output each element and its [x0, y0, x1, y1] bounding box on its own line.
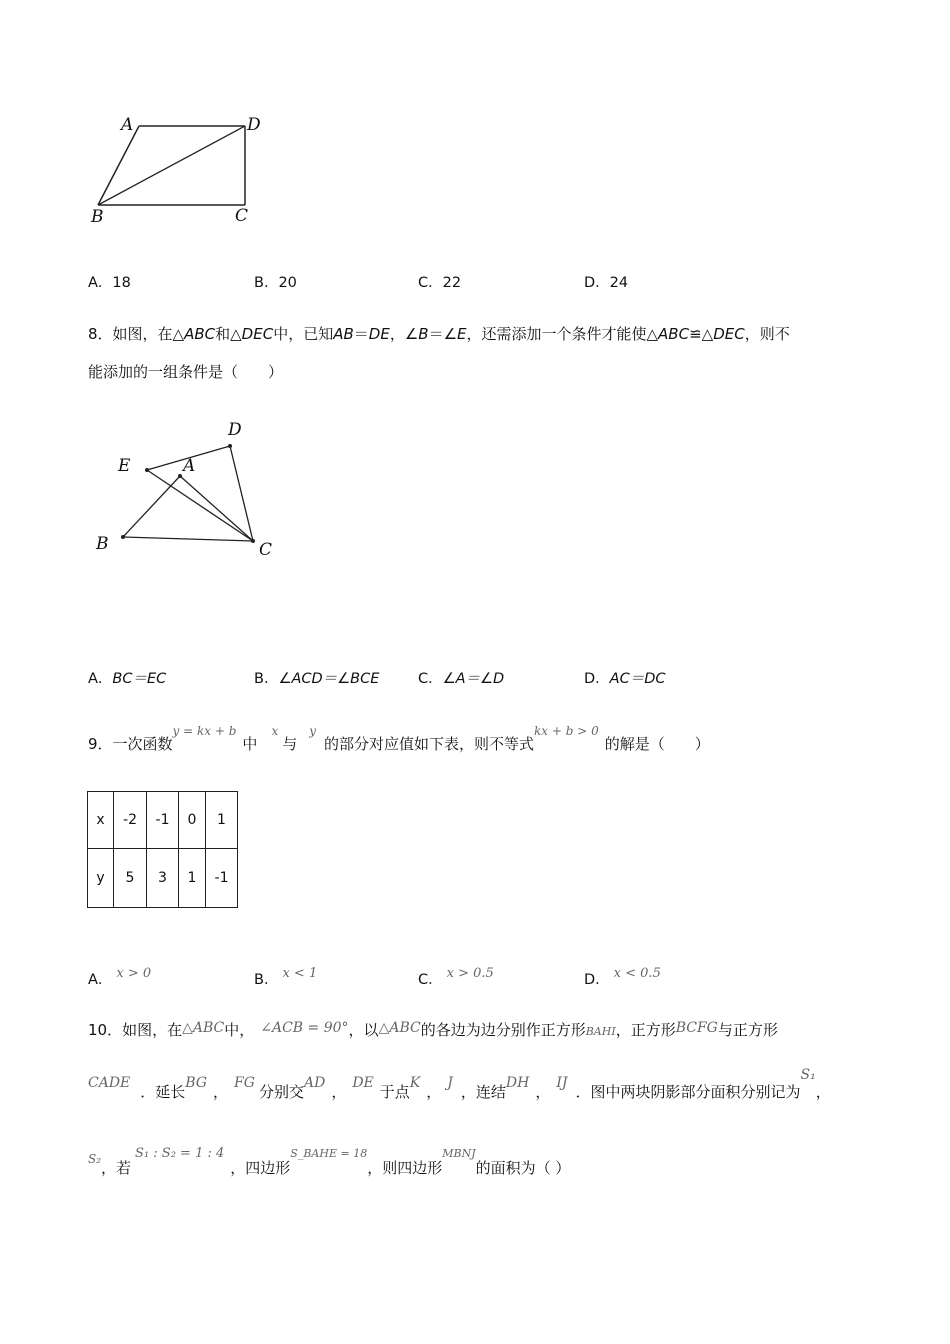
q8-option-a[interactable]: A．BC＝EC	[88, 671, 167, 687]
table-cell: 1	[206, 792, 238, 849]
q8-point-d	[228, 444, 232, 448]
q7-label-b: B	[91, 207, 104, 227]
table-cell: 0	[179, 792, 206, 849]
table-cell: 3	[147, 849, 179, 908]
table-row	[88, 849, 238, 908]
q7-option-c[interactable]: C．22	[418, 275, 462, 291]
q9-stem: 9．一次函数$^{y = kx + b}$中$^x$与$^y$的部分对应值如下表，则不等式$^{kx + b > 0}$的解是（ ）	[88, 724, 710, 753]
q7-option-a[interactable]: A．18	[88, 275, 131, 291]
table-cell: 5	[114, 849, 147, 908]
q8-point-a	[178, 474, 182, 478]
table-cell: -1	[147, 792, 179, 849]
q8-label-c: C	[259, 540, 273, 560]
q8-label-a: A	[183, 456, 196, 476]
q10-stem-line3: $^{S_2}$，若S₁ : S₂ = 1 : 4，四边形$^{S\_BAHE = 18}$，则四边形$^{MBNJ}$的面积为（ ）	[88, 1146, 571, 1177]
q7-option-b[interactable]: B．20	[254, 275, 297, 291]
q8-edge-dc	[230, 446, 253, 541]
q8-point-c	[251, 539, 255, 543]
q9-value-table	[87, 791, 238, 908]
q9-option-a[interactable]: A． x > 0	[88, 966, 152, 988]
table-cell: x	[88, 792, 114, 849]
q9-option-b[interactable]: B． x < 1	[254, 966, 318, 988]
table-row	[88, 792, 238, 849]
q8-point-e	[145, 468, 149, 472]
table-cell: -2	[114, 792, 147, 849]
q8-label-b: B	[96, 534, 109, 554]
q7-option-d[interactable]: D．24	[584, 275, 629, 291]
q8-edge-ac	[180, 476, 253, 541]
q7-label-a: A	[121, 115, 134, 135]
q8-edge-ec	[147, 470, 253, 541]
q7-edge-ba	[98, 126, 139, 205]
table-cell: -1	[206, 849, 238, 908]
table-cell: y	[88, 849, 114, 908]
q8-option-d[interactable]: D．AC＝DC	[584, 671, 666, 687]
q10-stem-line2: CADE ．延长BG ， FG 分别交AD ， DE 于点K ， J ，连结DH ， IJ ．图中两块阴影部分面积分别记为S₁，	[88, 1067, 831, 1101]
q8-label-e: E	[118, 456, 131, 476]
q8-stem-line1: 8．如图，在△ABC和△DEC中，已知AB＝DE，∠B＝∠E，还需添加一个条件才能使△ABC≌△DEC，则不	[88, 325, 790, 343]
q8-stem-line2: 能添加的一组条件是（ ）	[88, 363, 284, 381]
q7-diagonal-bd	[98, 126, 245, 205]
q9-option-c[interactable]: C． x > 0.5	[418, 966, 494, 988]
q7-label-d: D	[247, 115, 261, 135]
q10-stem-line1: 10．如图，在△ABC中， ∠ACB = 90°，以△ABC的各边为边分别作正方形BAHI，正方形BCFG与正方形	[88, 1020, 778, 1039]
q8-point-b	[121, 535, 125, 539]
q8-label-d: D	[228, 420, 242, 440]
q8-option-b[interactable]: B．∠ACD＝∠BCE	[254, 671, 380, 687]
q8-edge-bc	[123, 537, 253, 541]
q9-option-d[interactable]: D． x < 0.5	[584, 966, 661, 988]
q8-option-c[interactable]: C．∠A＝∠D	[418, 671, 505, 687]
q7-label-c: C	[235, 206, 249, 226]
q8-edge-ba	[123, 476, 180, 537]
table-cell: 1	[179, 849, 206, 908]
